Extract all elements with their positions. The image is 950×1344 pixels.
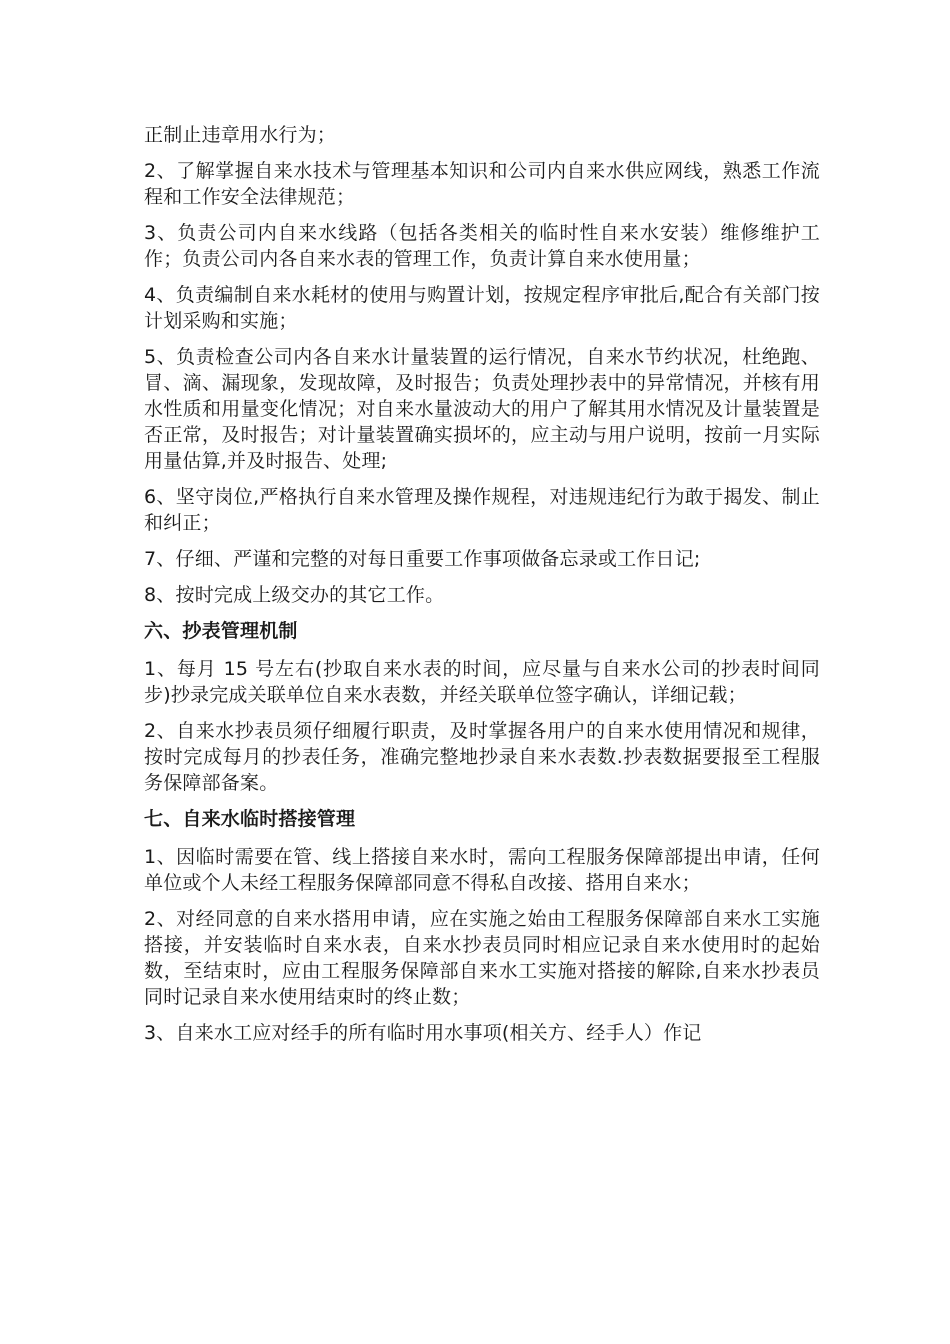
para-temp-2: 2、对经同意的自来水搭用申请，应在实施之始由工程服务保障部自来水工实施搭接，并安装临时自来水表，自来水抄表员同时相应记录自来水使用时的起始数，至结束时，应由工程服务保障部自来水工实施对搭接的解除,自来水抄表员同时记录自来水使用结束时的终止数； <box>144 908 820 1008</box>
para-duty-3: 3、负责公司内自来水线路（包括各类相关的临时性自来水安装）维修维护工作；负责公司内各自来水表的管理工作，负责计算自来水使用量； <box>144 222 820 270</box>
document-body <box>144 122 820 1056</box>
para-temp-3: 3、自来水工应对经手的所有临时用水事项(相关方、经手人）作记 <box>144 1022 702 1044</box>
para-duty-6: 6、坚守岗位,严格执行自来水管理及操作规程，对违规违纪行为敢于揭发、制止和纠正； <box>144 486 820 534</box>
para-duty-7: 7、仔细、严谨和完整的对每日重要工作事项做备忘录或工作日记; <box>144 548 701 570</box>
para-intro-continuation: 正制止违章用水行为； <box>144 124 337 146</box>
para-meter-1: 1、每月 15 号左右(抄取自来水表的时间，应尽量与自来水公司的抄表时间同步)抄录完成关联单位自来水表数，并经关联单位签字确认，详细记载； <box>144 658 820 706</box>
heading-section-7: 七、自来水临时搭接管理 <box>144 808 356 830</box>
para-temp-1: 1、因临时需要在管、线上搭接自来水时，需向工程服务保障部提出申请，任何单位或个人未经工程服务保障部同意不得私自改接、搭用自来水； <box>144 846 820 894</box>
para-duty-5: 5、负责检查公司内各自来水计量装置的运行情况，自来水节约状况，杜绝跑、冒、滴、漏现象，发现故障，及时报告；负责处理抄表中的异常情况，并核有用水性质和用量变化情况；对自来水量波动大的用户了解其用水情况及计量装置是否正常，及时报告；对计量装置确实损坏的，应主动与用户说明，按前一月实际用量估算,并及时报告、处理; <box>144 346 820 472</box>
heading-section-6: 六、抄表管理机制 <box>144 620 298 642</box>
para-duty-2: 2、了解掌握自来水技术与管理基本知识和公司内自来水供应网线，熟悉工作流程和工作安全法律规范； <box>144 160 820 208</box>
para-meter-2: 2、自来水抄表员须仔细履行职责，及时掌握各用户的自来水使用情况和规律，按时完成每月的抄表任务，准确完整地抄录自来水表数.抄表数据要报至工程服务保障部备案。 <box>144 720 820 794</box>
para-duty-8: 8、按时完成上级交办的其它工作。 <box>144 584 445 606</box>
para-duty-4: 4、负责编制自来水耗材的使用与购置计划，按规定程序审批后,配合有关部门按计划采购和实施； <box>144 284 820 332</box>
